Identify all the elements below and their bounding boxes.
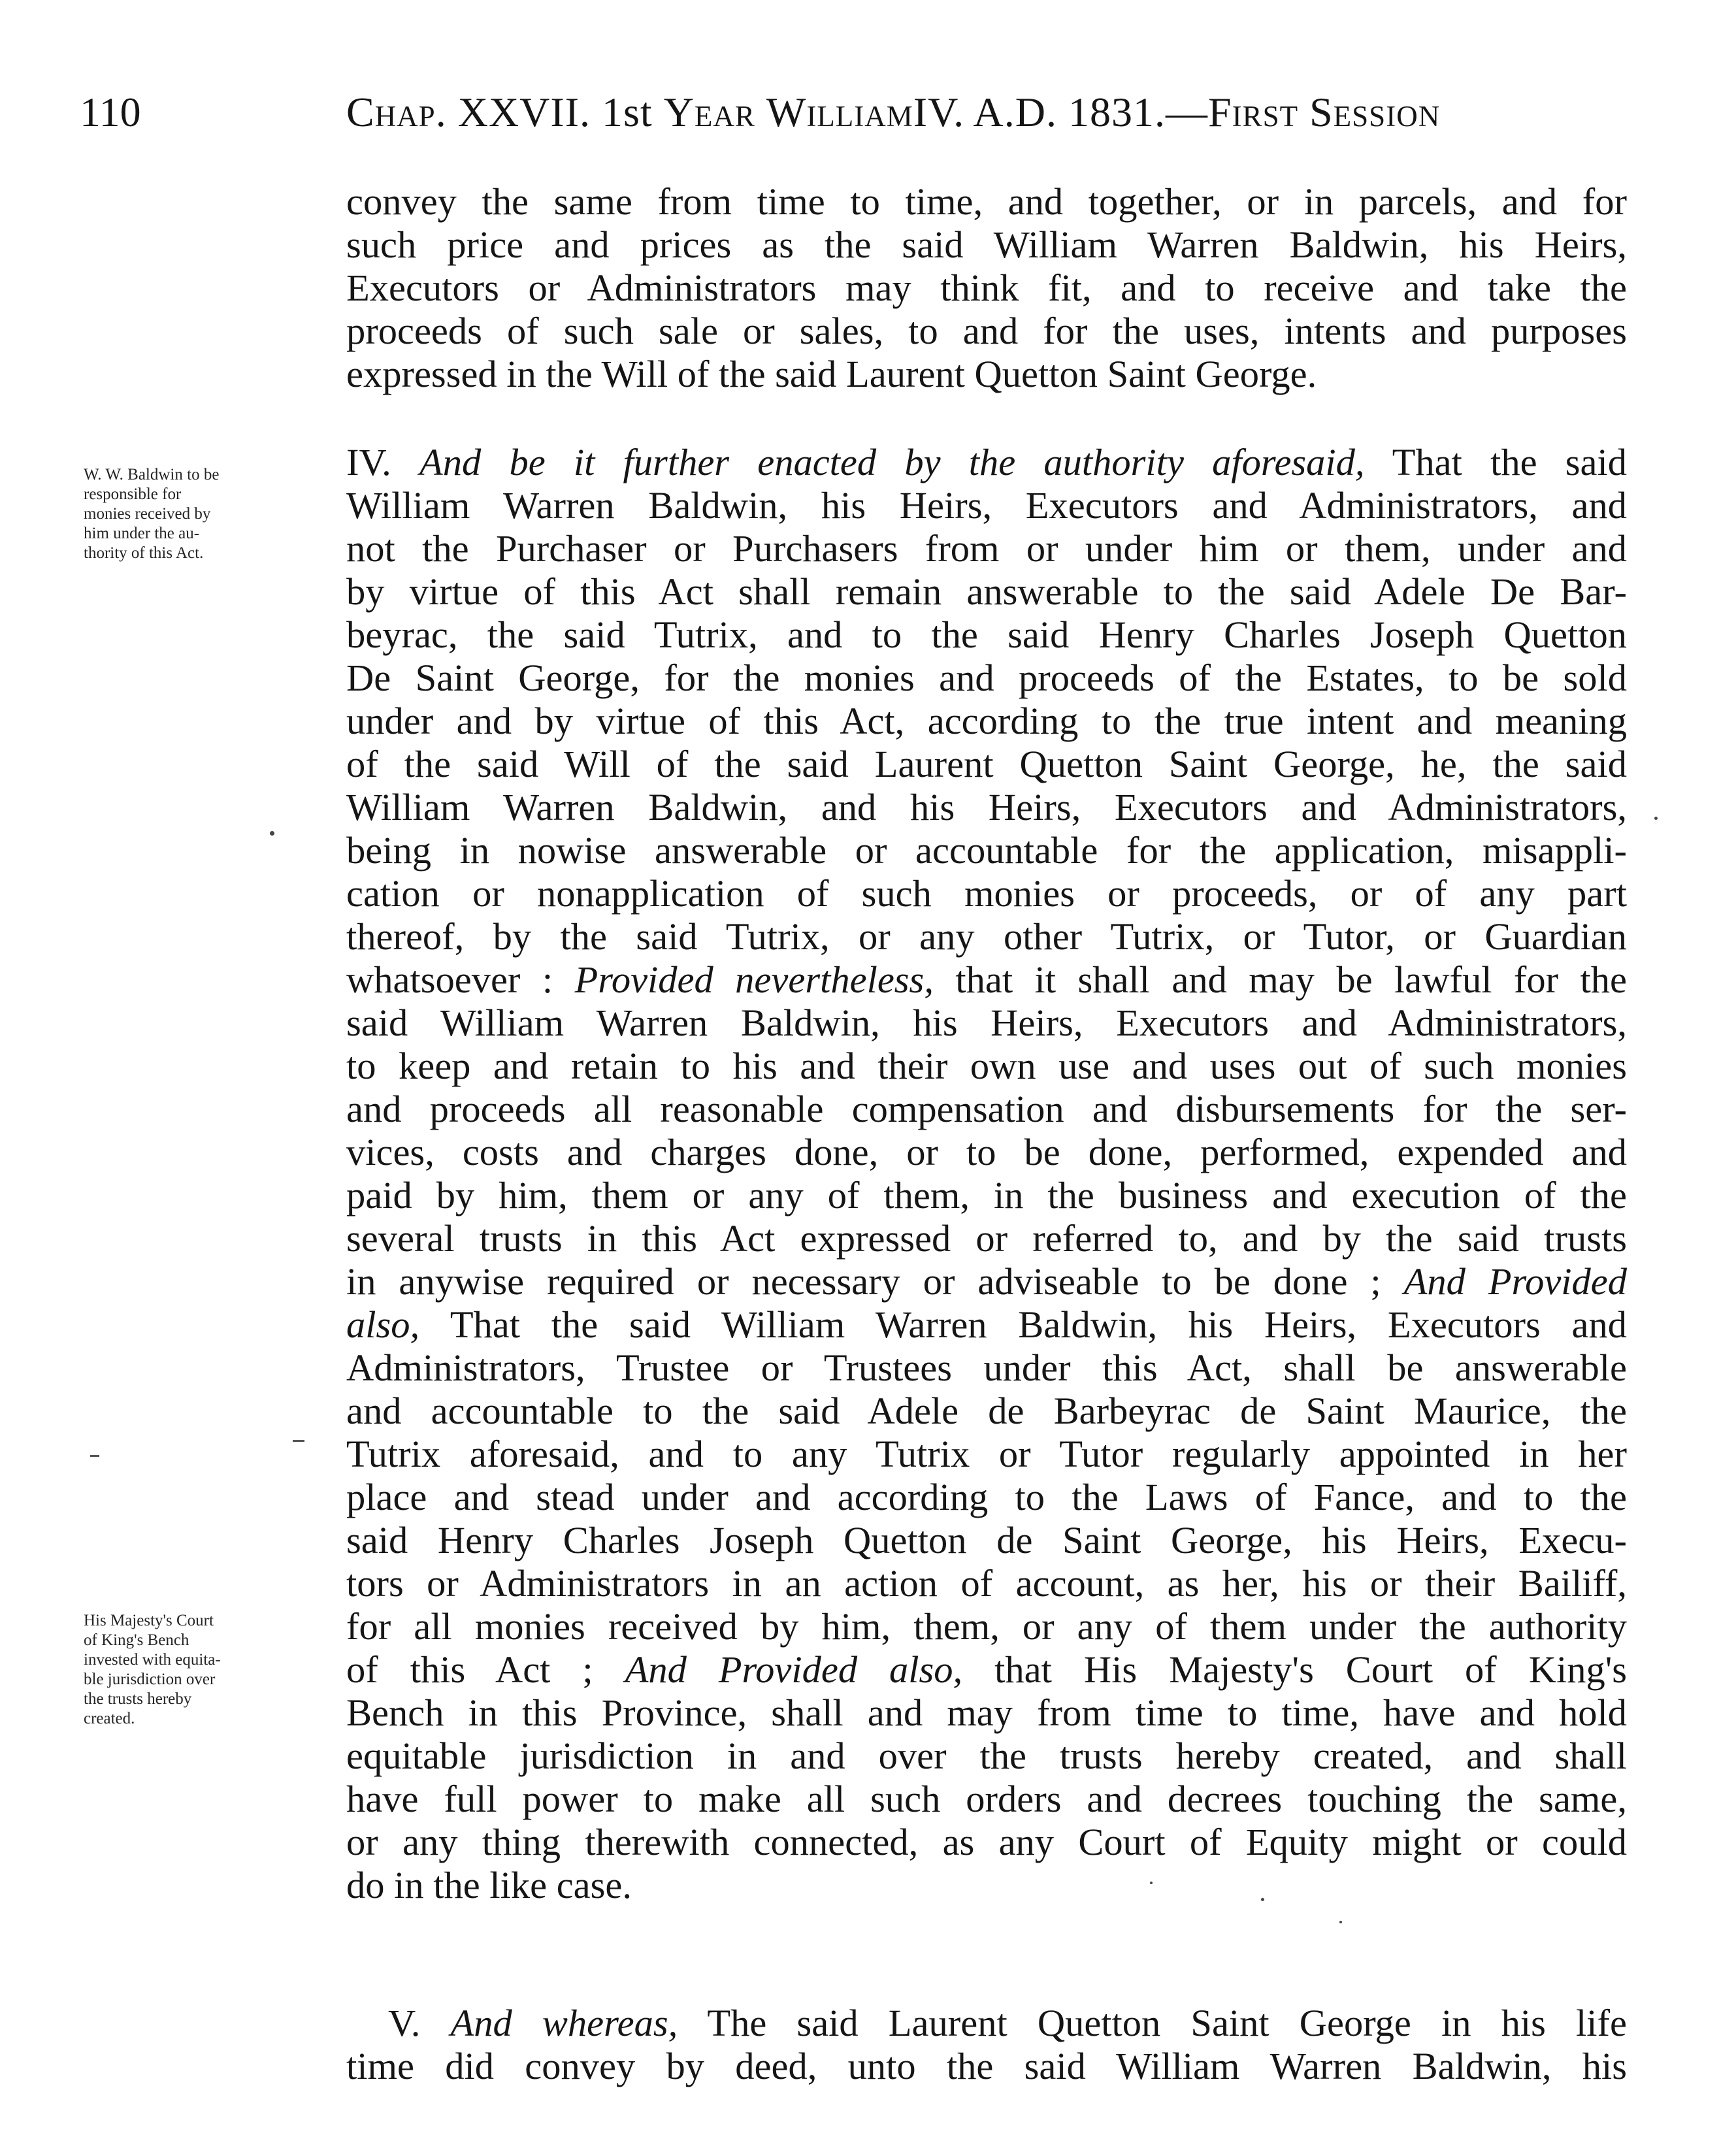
print-speck [1654,817,1658,820]
continuation-paragraph [346,180,1627,396]
text-line: time did convey by deed, unto the said William Warren Baldwin, his [346,2045,1627,2087]
text-fragment: that it shall and may be lawful for the [955,958,1627,1001]
text-line: by virtue of this Act shall remain answerable to the said Adele De Bar- [346,570,1627,613]
and-whereas: And whereas, [450,2002,678,2044]
text-line: have full power to make all such orders and decrees touching the same, [346,1778,1627,1820]
text-line: being in nowise answerable or accountable for the application, misappli- [346,829,1627,872]
text-fragment: That the said [1392,441,1627,483]
text-fragment: that His Majesty's Court of King's [994,1648,1627,1691]
running-head-first-word: First [1207,89,1299,135]
margin-note-line: of King's Bench [84,1631,189,1649]
text-line: not the Purchaser or Purchasers from or under him or them, under and [346,527,1627,570]
margin-note-line: monies received by [84,505,211,523]
also: also, [346,1303,420,1346]
text-line: vices, costs and charges done, or to be done, performed, expended and [346,1131,1627,1173]
margin-note-line: thority of this Act. [84,544,204,562]
running-head-date: IV. A.D. 1831.— [913,89,1208,135]
text-line: Tutrix aforesaid, and to any Tutrix or Tutor regularly appointed in her [346,1433,1627,1475]
text-line: tors or Administrators in an action of account, as her, his or their Bailiff, [346,1562,1627,1605]
and-provided-also: And Provided also, [625,1648,963,1691]
running-head-chap: Chap. [346,89,447,135]
margin-note-line: him under the au- [84,525,200,542]
running-head-first: 1st [602,89,653,135]
print-speck [1150,1882,1153,1884]
margin-note-kings-bench [84,1611,322,1729]
text-line [346,1648,1627,1691]
margin-note-line: His Majesty's Court [84,1612,214,1629]
text-line: several trusts in this Act expressed or referred to, and by the said trusts [346,1217,1627,1260]
running-head-year: Year [663,89,755,135]
running-head-session: Session [1309,89,1441,135]
text-fragment: in anywise required or necessary or adviseable to be done ; [346,1260,1381,1303]
text-line: equitable jurisdiction in and over the trusts hereby created, and shall [346,1735,1627,1777]
margin-note-line: the trusts hereby [84,1690,192,1708]
text-line: proceeds of such sale or sales, to and for the uses, intents and purposes [346,310,1627,352]
text-line: paid by him, them or any of them, in the business and execution of the [346,1174,1627,1216]
margin-note-line: created. [84,1710,135,1727]
margin-note-line: invested with equita- [84,1651,221,1669]
text-fragment: That the said William Warren Baldwin, his Heirs, Executors and [450,1303,1627,1346]
text-line: for all monies received by him, them, or any of them under the authority [346,1605,1627,1648]
text-line: expressed in the Will of the said Laurent Quetton Saint George. [346,353,1317,395]
margin-note-line: ble jurisdiction over [84,1671,216,1688]
text-line: De Saint George, for the monies and proceeds of the Estates, to be sold [346,657,1627,699]
print-speck [1339,1921,1342,1923]
running-head [346,91,1627,133]
text-fragment: whatsoever : [346,958,553,1001]
section-v-first-line [346,2002,1627,2045]
running-head-william: William [766,89,913,135]
text-line: and accountable to the said Adele de Barbeyrac de Saint Maurice, the [346,1390,1627,1432]
text-line: said Henry Charles Joseph Quetton de Saint George, his Heirs, Execu- [346,1519,1627,1561]
text-fragment: of this Act ; [346,1648,593,1691]
enacting-phrase: And be it further enacted by the authority aforesaid, [419,441,1365,483]
text-line: said William Warren Baldwin, his Heirs, Executors and Administrators, [346,1002,1627,1044]
print-speck [270,831,274,836]
text-line: do in the like case. [346,1864,632,1906]
section-iv-first-line [346,441,1627,484]
section-number: IV. [346,441,391,483]
text-line: cation or nonapplication of such monies or proceeds, or of any part [346,872,1627,915]
text-line [346,958,1627,1002]
text-line: William Warren Baldwin, and his Heirs, Executors and Administrators, [346,786,1627,828]
provided-nevertheless: Provided nevertheless, [574,958,934,1001]
text-line: William Warren Baldwin, his Heirs, Executors and Administrators, and [346,484,1627,527]
text-line: convey the same from time to time, and together, or in parcels, and for [346,180,1627,223]
print-speck [293,1440,304,1442]
margin-note-line: responsible for [84,485,182,503]
text-line: Bench in this Province, shall and may from time to time, have and hold [346,1691,1627,1734]
print-speck [90,1455,99,1457]
page-number: 110 [80,89,141,135]
section-number: V. [388,2002,421,2044]
text-line: to keep and retain to his and their own use and uses out of such monies [346,1045,1627,1087]
margin-note-baldwin-responsible [84,465,322,563]
text-line: or any thing therewith connected, as any Court of Equity might or could [346,1821,1627,1863]
text-line: and proceeds all reasonable compensation and disbursements for the ser- [346,1088,1627,1130]
section-v [346,2002,1627,2088]
text-fragment: The said Laurent Quetton Saint George in his life [707,2002,1627,2044]
text-line: of the said Will of the said Laurent Quetton Saint George, he, the said [346,743,1627,785]
text-line: Administrators, Trustee or Trustees under this Act, shall be answerable [346,1346,1627,1389]
and-provided: And Provided [1403,1260,1627,1303]
text-line [346,1303,1627,1346]
text-line: place and stead under and according to the Laws of Fance, and to the [346,1476,1627,1518]
text-line: beyrac, the said Tutrix, and to the said Henry Charles Joseph Quetton [346,613,1627,656]
margin-note-line: W. W. Baldwin to be [84,466,220,483]
text-line: Executors or Administrators may think fit, and to receive and take the [346,267,1627,309]
text-line: such price and prices as the said William Warren Baldwin, his Heirs, [346,223,1627,266]
print-speck [1261,1898,1264,1901]
text-line: thereof, by the said Tutrix, or any other Tutrix, or Tutor, or Guardian [346,915,1627,958]
text-line: under and by virtue of this Act, according to the true intent and meaning [346,700,1627,742]
running-head-chapter-number: XXVII. [457,89,591,135]
text-line [346,1260,1627,1303]
section-iv [346,441,1627,1907]
